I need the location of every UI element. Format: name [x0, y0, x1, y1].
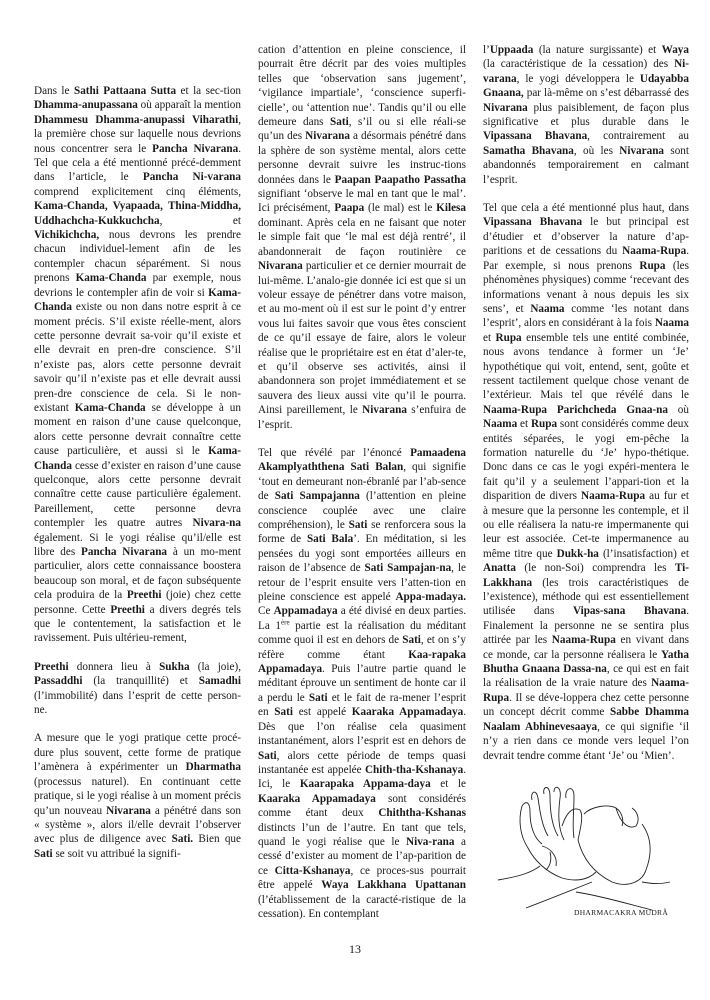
emphasized-term: Waya	[661, 44, 689, 56]
emphasized-term: Sati Bala	[306, 533, 354, 546]
emphasized-term: Vichikichcha,	[34, 229, 100, 242]
text-run: (les phénomènes physiques) comme ‘recevant des informations venant à nous depuis les six sens’, et	[483, 259, 690, 315]
text-run: se développe à un moment en raison d’une cause quelconque, alors cette personne devrait connaître cette cause particulière, et aussi si le	[34, 401, 241, 458]
text-run: , la première chose sur laquelle nous devrions nous concentrer sera le	[34, 113, 241, 155]
paragraph	[258, 446, 466, 921]
emphasized-term: Vipassana Bhavana	[483, 216, 583, 229]
text-run: (l’immobilité) dans l’esprit de cette person-ne.	[34, 689, 241, 717]
paragraph	[34, 660, 241, 718]
text-run: Tel que révélé par l’énoncé	[258, 446, 411, 459]
emphasized-term: Naama-Rupa	[483, 677, 689, 704]
emphasized-term: Sabbe Dhamma Naalam Abhinevesaaya	[483, 706, 689, 733]
text-run: l’	[483, 44, 490, 56]
emphasized-term: Kaa-rapaka Appamadaya	[258, 648, 466, 676]
text-run: (l’insatisfaction) et	[598, 547, 689, 560]
text-run: ensemble tels une entité combinée, nous avons tendance à former un ‘Je’ hypothétique qui voit, entend, sent, goûte et ressent tactilement quelque chose venant de l’extérieur. Mais tel que révélé dans le	[483, 331, 689, 402]
text-run: , et	[159, 214, 241, 227]
text-run: et le fait de ra-mener l’esprit en	[258, 691, 466, 719]
emphasized-term: Pancha Nivarana	[152, 142, 239, 155]
text-run: Dans le	[34, 85, 74, 97]
emphasized-term: Ti-Lakkhana	[483, 562, 689, 589]
text-run: partie est la réalisation du méditant comme quoi il est en dehors de	[258, 619, 466, 647]
text-run: le but principal est d’étudier et d’observer la nature d’ap-paritions et de cessations du	[483, 216, 689, 258]
text-run: , alors cette période de temps quasi instantanée est appelée	[258, 749, 466, 776]
paragraph	[34, 731, 241, 861]
text-run: A mesure que le yogi pratique cette procé-dure plus souvent, cette forme de pratique l’amènera à expérimenter un	[34, 732, 241, 774]
emphasized-term: Vipas-sana Bhavana	[572, 605, 687, 618]
emphasized-term: Naama	[654, 317, 689, 330]
text-run: ’. En méditation, si les pensées du yogi sont emportées ailleurs en raison de l’absence de	[258, 533, 466, 575]
emphasized-term: Sati	[258, 749, 277, 762]
emphasized-term: Naama-Rupa	[551, 634, 616, 647]
emphasized-term: Kama-Chanda	[75, 272, 147, 285]
emphasized-term: Pamaadena Akamplyaththena Sati Balan	[258, 446, 466, 474]
emphasized-term: Naama-Rupa Parichcheda Gnaa-na	[483, 403, 668, 416]
emphasized-term: Preethi	[34, 660, 69, 673]
text-run: sont considérés comme étant deux	[258, 792, 466, 820]
emphasized-term: Citta-Kshanaya	[274, 864, 351, 877]
emphasized-term: Paapa	[334, 202, 365, 215]
emphasized-term: Waya Lakkhana Upattanan	[321, 879, 466, 892]
text-run: , s’il ou si elle réali-se qu’un des	[258, 116, 466, 143]
text-run: ère	[281, 618, 290, 627]
text-run: , ce qui est en fait la réalisation de la vraie nature des	[483, 663, 690, 690]
text-run: Ce	[258, 605, 274, 618]
emphasized-term: Uppaada	[489, 44, 534, 56]
emphasized-term: Sati	[402, 634, 421, 647]
text-run: , ce qui signifie ‘il n’y a rien dans ce monde vers lequel l’on devrait tendre comme étant ‘Je’ ou ‘Mien’.	[483, 720, 689, 762]
emphasized-term: Chith-tha-Kshanaya	[364, 763, 464, 776]
text-run: . Par exemple, si nous prenons	[483, 245, 689, 272]
text-run: particulier et ce dernier mourrait de lui-même. L’analo-gie donnée ici est que si un voleur essaye de pénétrer dans votre maison, et au mo-ment où il est sur le point d’y entrer vous lui faites savoir que vous êtes conscient de ce qu’il essaye de faire, alors le voleur réalise que le propriétaire est en état d’aler-te, et qu’il observe ses activités, ainsi il abandonnera son projet immédiatement et se sauvera des lieux aussi vite qu’il le pourra. Ainsi pareillement, le	[258, 260, 466, 417]
emphasized-term: Anatta	[483, 562, 516, 575]
text-run: , contrairement au	[587, 130, 689, 143]
figure-caption: DHARMACAKRA MUDRÂ	[574, 908, 669, 917]
emphasized-term: Preethi	[110, 603, 145, 616]
text-run: a été divisé en deux parties. La 1	[258, 605, 466, 632]
emphasized-term: Naama-Rupa	[622, 245, 687, 258]
emphasized-term: Kaaraka Appamadaya	[258, 792, 376, 805]
text-run: où	[667, 403, 689, 416]
emphasized-term: Dukk-ha	[556, 547, 599, 560]
text-run: où apparaît la mention	[137, 99, 241, 112]
text-run: et le	[430, 778, 466, 791]
emphasized-term: Pancha Nivarana	[81, 546, 168, 558]
emphasized-term: Appamadaya	[273, 605, 338, 618]
emphasized-term: Sati	[308, 691, 328, 704]
emphasized-term: Dhammesu Dhamma-anupassi Viharathi	[34, 113, 239, 126]
emphasized-term: Sati Sampajanna	[274, 490, 360, 503]
text-run: . Puis l’autre partie quand le méditant éprouve un sentiment de honte car il a perdu le	[258, 663, 466, 704]
emphasized-term: Kaarapaka Appama-daya	[299, 778, 431, 791]
text-run: et	[517, 418, 531, 431]
text-run: , le yogi développera le	[516, 72, 640, 85]
emphasized-term: Rupa	[530, 418, 558, 431]
text-run: a désormais pénétré dans la sphère de son système mental, alors cette personne devrait suivre les instruc-tions données dans le	[258, 130, 466, 186]
text-run: (l’attention en pleine conscience couplée avec une claire compréhension), le	[258, 490, 466, 531]
emphasized-term: Kama-Chanda	[34, 445, 241, 472]
text-run: également. Si le yogi réalise qu’il/elle est libre des	[34, 531, 241, 558]
paragraph	[258, 43, 466, 432]
emphasized-term: Samatha Bhavana	[483, 144, 574, 157]
text-run: s’enfuira de l’esprit.	[258, 404, 466, 431]
text-run: Tel que cela a été mentionné plus haut, dans	[483, 202, 689, 215]
text-run: . Tel que cela a été mentionné précé-demment dans l’article, le	[34, 142, 242, 184]
emphasized-term: Nivarana	[258, 260, 303, 273]
text-run: nous devrons les prendre chacun individuel-lement afin de les contempler chacun séparément. Si nous prenons	[34, 229, 241, 285]
text-run: (l’établissement de la caracté-ristique de la cessation). En contemplant	[258, 893, 466, 920]
emphasized-term: Dharmatha	[185, 761, 241, 774]
text-run: comme ‘les notant dans l’esprit’, alors en considérant à la fois	[483, 302, 689, 330]
text-run: (joie) chez cette personne. Cette	[34, 589, 241, 616]
paragraph	[34, 84, 241, 646]
text-run: Bien que	[193, 833, 241, 846]
text-run: a cessé d’exister au moment de l’ap-parition de ce	[258, 835, 466, 877]
emphasized-term: Ni-varana	[483, 58, 689, 85]
text-run: et la sec-tion	[176, 85, 242, 97]
text-run: (processus naturel). En continuant cette pratique, si le yogi réalise à un moment précis qu’un nouveau	[34, 775, 241, 817]
emphasized-term: Nivarana	[483, 101, 528, 114]
emphasized-term: Nivarana	[362, 404, 407, 417]
text-run: sont considérés comme deux entités séparées, le yogi em-pêche la formation naturelle du ‘Je’ hypo-thétique. Donc dans ce cas le yogi expéri-mentera le fait qu’il y a seulement l’appari-tion et la disparition de divers	[483, 418, 689, 503]
emphasized-term: Naama-Rupa	[581, 490, 646, 503]
emphasized-term: Sati Sampajan-na	[364, 562, 452, 575]
emphasized-term: Sati	[274, 706, 293, 719]
emphasized-term: Appa-madaya.	[395, 591, 466, 604]
text-run: est appelé	[292, 706, 352, 719]
text-run: , ce proces-sus pourrait être appelé	[258, 864, 466, 892]
emphasized-term: Paapan Paapatho Passatha	[334, 173, 466, 186]
emphasized-term: Preethi	[126, 589, 162, 602]
emphasized-term: Samadhi	[198, 675, 241, 688]
emphasized-term: Sukha	[159, 660, 190, 673]
emphasized-term: Naama	[530, 302, 565, 315]
text-run: a pénétré dans son « système », alors il/elle devrait l’observer avec plus de diligence avec	[34, 804, 241, 846]
text-run: . Il se déve-loppera chez cette personne un concept décrit comme	[483, 691, 689, 719]
text-run: se renforcera sous la forme de	[258, 519, 466, 546]
text-run: . Dès que l’on réalise cela quasiment instantanément, alors l’esprit est en dehors de	[258, 706, 466, 748]
emphasized-term: Rupa	[495, 331, 522, 344]
emphasized-term: Kilesa	[436, 202, 466, 215]
emphasized-term: Vipassana Bhavana	[483, 130, 588, 143]
emphasized-term: Kama-Chanda	[74, 401, 146, 414]
text-run: en vivant dans ce monde, car la personne réalisera le	[483, 634, 689, 661]
paragraph	[483, 43, 689, 187]
emphasized-term: Sati	[34, 847, 53, 860]
emphasized-term: Nivarana	[305, 130, 350, 143]
text-run: par là-même on s’est débarrassé des	[523, 87, 689, 100]
text-run: (le mal) est le	[364, 202, 437, 215]
text-run: signifiant ‘observe le mal en tant que le mal’. Ici précisément,	[258, 188, 466, 215]
text-run: (la joie),	[189, 660, 241, 673]
text-run: (les trois caractéristiques de l’existence), méthode qui est essentiellement utilisée dans	[483, 576, 689, 618]
text-column-left	[34, 84, 241, 875]
emphasized-term: Nivara-na	[192, 517, 241, 530]
text-run: (la caractéristique de la cessation) des	[483, 58, 675, 71]
emphasized-term: Dhamma-anupassana	[34, 99, 138, 112]
page-number: 13	[349, 942, 361, 956]
emphasized-term: Passaddhi	[34, 675, 83, 688]
text-run: donnera lieu à	[68, 660, 160, 673]
text-run: a divers degrés tels que le contentement, la satisfaction et le ravissement. Puis ultérieu-rement,	[34, 603, 242, 645]
emphasized-term: Sati.	[171, 833, 194, 846]
text-column-middle	[258, 43, 466, 935]
emphasized-term: Sati	[330, 116, 349, 129]
text-run: et	[483, 331, 496, 344]
emphasized-term: Sathi Pattaana Sutta	[73, 85, 177, 97]
emphasized-term: Nivarana	[619, 144, 665, 157]
text-run: comprend explicitement cinq éléments,	[34, 185, 241, 198]
emphasized-term: Pancha Ni-varana	[142, 171, 241, 184]
paragraph	[483, 201, 689, 763]
text-run: . Finalement la personne ne se sentira plus attirée par les	[483, 605, 689, 647]
text-run: dominant. Après cela en ne faisant que noter le simple fait que ‘le mal est déjà rentré’, il abandonnerait de façon routinière ce	[258, 216, 466, 258]
text-run: . Ici, le	[258, 763, 466, 791]
text-run: (le non-Soi) comprendra les	[515, 562, 675, 575]
text-run: (la tranquillité) et	[82, 675, 199, 688]
text-run: cesse d’exister en raison d’une cause quelconque, alors cette personne devrait connaître cette cause particulière également. Pareillement, cette personne devra contempler les quatre autres	[34, 459, 241, 530]
text-column-right	[483, 43, 689, 777]
text-run: distincts l’un de l’autre. En tant que tels, quand le yogi réalise que le	[258, 821, 466, 848]
text-run: , le retour de l’esprit ensuite vers l’atten-tion en pleine conscience est appelé	[258, 562, 466, 604]
text-run: cation d’attention en pleine conscience, il pourrait être décrit par des voies multiples telles que ‘observation sans jugement’, ‘vigilance impartiale’, ‘conscience superfi-cielle’, ou ‘attention nue’. Tandis qu’il ou elle demeure dans	[258, 44, 466, 129]
emphasized-term: Udayabba Gnaana,	[483, 72, 689, 100]
text-run: se soit vu attribué la signifi-	[52, 847, 181, 860]
emphasized-term: Kaaraka Appamadaya	[351, 706, 464, 719]
emphasized-term: Kama-Chanda	[34, 286, 241, 314]
text-run: (la nature surgissante) et	[533, 44, 662, 56]
text-run: plus paisiblement, de façon plus significative et plus durable dans le	[483, 101, 689, 129]
text-run: sont abandonnés temporairement en calmant l’esprit.	[483, 144, 689, 186]
emphasized-term: Nivarana	[106, 804, 151, 817]
emphasized-term: Rupa	[639, 259, 666, 272]
emphasized-term: Chiththa-Kshanas	[378, 807, 466, 820]
text-run: à un mo-ment particulier, alors cette connaissance boostera beaucoup son moral, et de façon subséquente cela produira de la	[34, 546, 241, 602]
text-run: , où les	[573, 144, 620, 157]
text-run: existe ou non dans notre esprit à ce moment précis. S’il existe réelle-ment, alors cette personne devrait sa-voir qu’il existe et elle devrait en pren-dre conscience. S’il n’existe pas, alors cette personne devrait savoir qu’il n’existe pas et elle devrait aussi pren-dre conscience de cela. Si le non-existant	[34, 301, 241, 414]
text-run: par exemple, nous devrions le contempler afin de voir si	[34, 272, 241, 299]
text-run: au fur et à mesure que la personne les contemple, et il ou elle réalisera la natu-re impermanente qui leur est associée. Cet-te impermanence au même titre que	[483, 490, 689, 560]
emphasized-term: Naama	[483, 418, 518, 431]
text-run: , et on s’y réfère comme étant	[258, 634, 466, 661]
text-run: , qui signifie ‘tout en demeurant non-ébranlé par l’ab-sence de	[258, 461, 466, 503]
emphasized-term: Sati	[348, 519, 368, 531]
emphasized-term: Niva-rana	[406, 835, 455, 848]
emphasized-term: Kama-Chanda, Vyapaada, Thina-Middha, Uddhachcha-Kukkuchcha	[34, 200, 241, 227]
emphasized-term: Yatha Bhutha Gnaana Dassa-na	[483, 648, 689, 676]
